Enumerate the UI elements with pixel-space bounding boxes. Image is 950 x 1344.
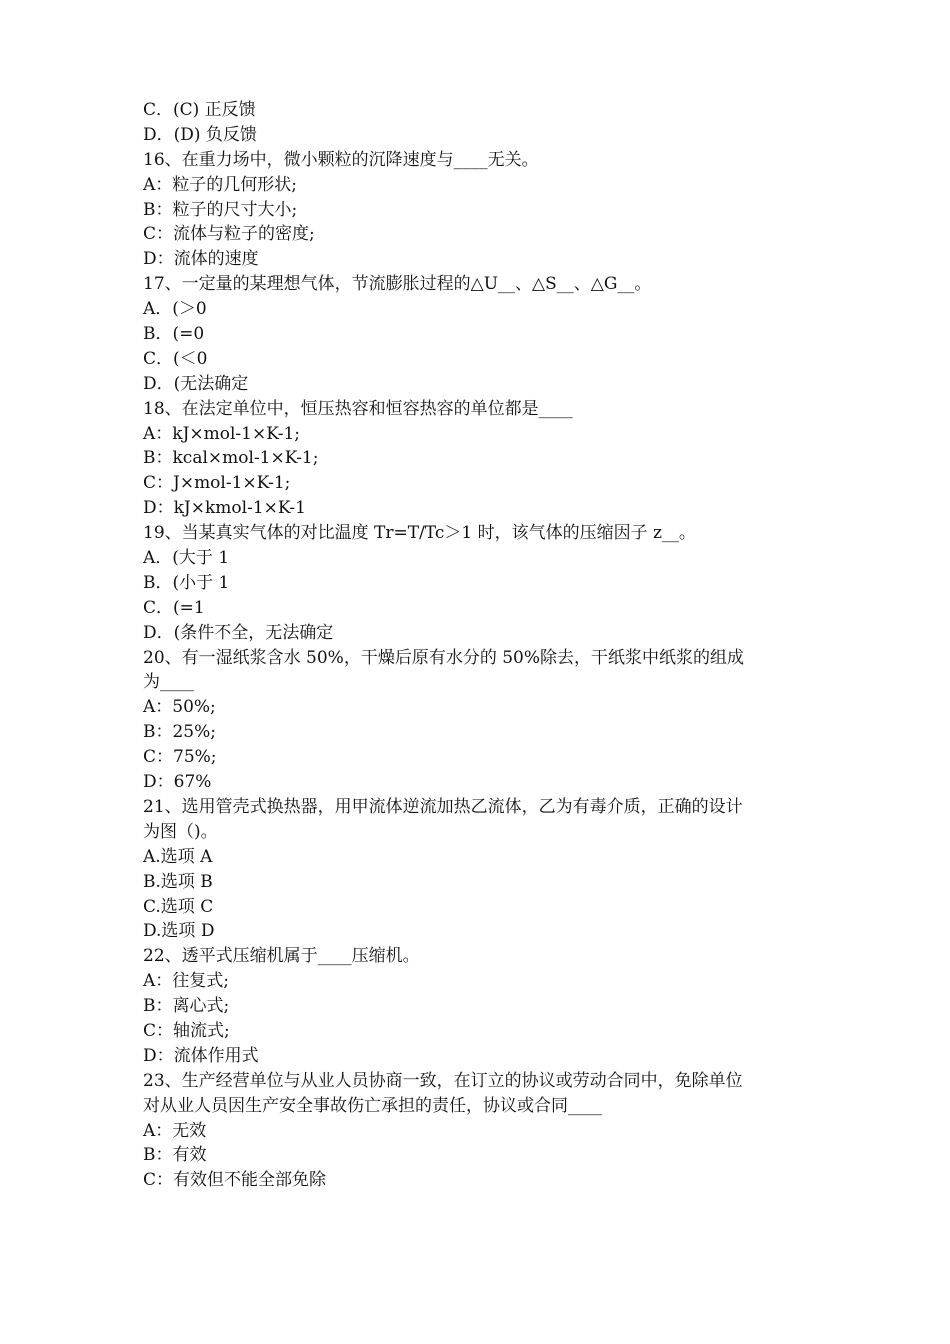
option-line: B：有效 [143,1145,207,1166]
question-22-stem: 22、透平式压缩机属于____压缩机。 [143,946,420,967]
option-line: D：67% [143,772,212,793]
option-line: C：轴流式; [143,1020,230,1041]
option-line: C．(＜0 [143,348,208,369]
option-line: A：无效 [143,1120,207,1141]
document-body [143,98,823,1193]
option-line: B：离心式; [143,996,230,1017]
option-line: C．(=1 [143,597,205,618]
question-20-stem-continued: 为____ [143,672,194,693]
option-line: D.选项 D [143,921,215,942]
question-23-stem: 23、生产经营单位与从业人员协商一致，在订立的协议或劳动合同中，免除单位 [143,1070,743,1091]
option-line: C.选项 C [143,896,214,917]
option-line: D：流体的速度 [143,249,259,270]
option-line: D．(无法确定 [143,373,249,394]
question-17-stem: 17、一定量的某理想气体，节流膨胀过程的△U__、△S__、△G__。 [143,274,652,295]
question-16-stem: 16、在重力场中，微小颗粒的沉降速度与____无关。 [143,149,539,170]
question-20-stem: 20、有一湿纸浆含水 50%，干燥后原有水分的 50%除去，干纸浆中纸浆的组成 [143,647,745,668]
question-23-stem-continued: 对从业人员因生产安全事故伤亡承担的责任，协议或合同____ [143,1095,602,1116]
option-line: A．(大于 1 [143,548,230,569]
option-line: C．(C) 正反馈 [143,100,256,120]
option-line: B：粒子的尺寸大小; [143,199,298,220]
question-21-stem-continued: 为图（)。 [143,821,218,842]
option-line: B：25%; [143,722,217,743]
option-line: D．(条件不全，无法确定 [143,622,334,643]
option-line: C：75%; [143,747,217,768]
option-line: A.选项 A [143,846,213,867]
option-line: C：流体与粒子的密度; [143,224,315,245]
option-line: B：kcal×mol-1×K-1; [143,448,319,469]
option-line: A．(＞0 [143,299,207,320]
option-line: A：粒子的几何形状; [143,174,298,195]
option-line: C：J×mol-1×K-1; [143,473,291,494]
option-line: B．(小于 1 [143,572,230,593]
option-line: D．(D) 负反馈 [143,124,257,145]
option-line: B.选项 B [143,871,213,892]
option-line: C：有效但不能全部免除 [143,1170,327,1191]
option-line: B．(=0 [143,324,205,345]
option-line: D：kJ×kmol-1×K-1 [143,498,306,519]
option-line: D：流体作用式 [143,1045,259,1066]
question-19-stem: 19、当某真实气体的对比温度 Tr=T/Tc＞1 时，该气体的压缩因子 z__。 [143,523,696,544]
option-line: A：kJ×mol-1×K-1; [143,423,300,444]
question-21-stem: 21、选用管壳式换热器，用甲流体逆流加热乙流体，乙为有毒介质，正确的设计 [143,796,743,817]
question-18-stem: 18、在法定单位中，恒压热容和恒容热容的单位都是____ [143,398,573,419]
option-line: A：50%; [143,697,216,718]
option-line: A：往复式; [143,971,230,992]
